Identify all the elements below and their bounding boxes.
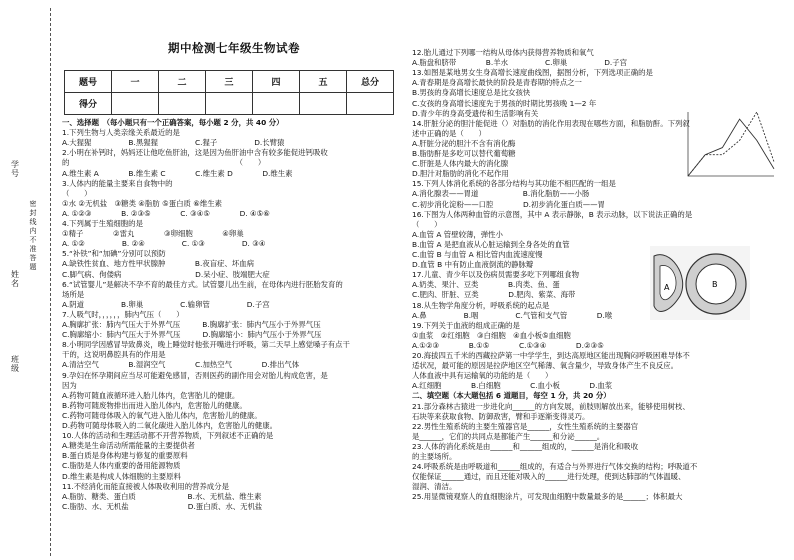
score-cell: 四: [253, 71, 300, 93]
question-line: A.胸廓扩张：肺内气压大于外界气压 B.胸廓扩张：肺内气压小于外界气压: [62, 320, 321, 329]
chart-series-line: [688, 119, 774, 176]
score-cell: [206, 93, 253, 115]
question-line: 6.“试管婴儿”是解决不孕不育的最佳方式。试管婴儿出生前，在母体内进行胚胎发育的: [62, 279, 343, 289]
question-line: 湿润、清洁。: [412, 482, 457, 492]
question-line: A.糖类是生命活动所需能量的主要提供者: [62, 441, 195, 451]
score-cell: [159, 93, 206, 115]
question-line: 仅能保证______通过，而且还能对吸入的______进行处理，使到达肺部的气体温暖、: [412, 472, 686, 482]
score-cell: [253, 93, 300, 115]
question-line: D.药物可随母体吸入的二氧化碳进入胎儿体内，危害胎儿的健康。: [62, 421, 277, 430]
score-table-header-row: [65, 71, 394, 93]
question-line: A.①②③ B.①⑤ C.①③④ D.②③⑤: [412, 340, 604, 350]
question-line: 19.下列关于血液的组成正确的是: [412, 320, 520, 330]
question-line: C.胸廓缩小：肺内气压大于外界气压 D.胸廓缩小：肺内气压小于外界气压: [62, 330, 322, 340]
question-line: A.血管 A 管壁较薄，弹性小: [412, 229, 503, 239]
question-line: C.血管 B 与血管 A 相比管内血流速度慢: [412, 250, 543, 259]
question-line: ①精子 ②雷丸 ③卵细胞 ④卵巢: [62, 229, 244, 239]
question-line: A.脂盘和脐带 B.羊水 C.卵巢 D.子宫: [412, 58, 628, 68]
question-line: 是______，它们的共同点是都能产生______和分泌______。: [412, 431, 605, 441]
question-line: 二、填空题（本大题包括 6 道题目，每空 1 分，共 20 分）: [412, 391, 611, 401]
question-line: C.肝脏是人体内最大的消化腺: [412, 159, 509, 169]
question-line: 7.人吸气时，，，，，，肺内气压（ ）: [62, 309, 184, 319]
question-line: 干的，这说明鼻腔具有的作用是: [62, 350, 166, 360]
question-line: 16.下图为人体两种血管的示意图，其中 A 表示静脉，B 表示动脉，以下说法正确的是: [412, 209, 693, 219]
question-line: C.初步消化淀粉——口腔 D.初步消化蛋白质——胃: [412, 199, 605, 209]
question-line: 一、选择题 （每小题只有一个正确答案，每小题 2 分，共 40 分）: [62, 118, 284, 127]
question-line: 3.人体内的能量主要来自食物中的: [62, 178, 173, 188]
score-table-score-row: [65, 93, 394, 115]
question-line: A.消化腺表——胃道 B.消化脂肪——小肠: [412, 189, 590, 199]
question-line: （ ）: [62, 188, 92, 198]
question-line: A. ①②③ B. ②③⑤ C. ③④⑤ D. ④⑤⑥: [62, 208, 270, 218]
question-line: A.阴道 B.卵巢 C.输卵管 D.子宫: [62, 299, 270, 309]
question-line: 12.胎儿通过下列哪一结构从母体内获得营养物质和氧气: [412, 48, 594, 57]
question-line: 11.不经消化而能直接被人体吸收利用的营养成分是: [62, 481, 229, 491]
question-line: C.脚气病、佝偻病 D.呆小症、肢端肥大症: [62, 269, 270, 279]
question-line: 的主要场所。: [412, 452, 457, 461]
question-line: D.胆汁对脂肪的消化不起作用: [412, 169, 509, 179]
question-line: A. ①② B. ②④ C. ①③ D. ③④: [62, 239, 266, 249]
question-line: B.血管 A 是把血液从心脏运输到全身各处的血管: [412, 239, 570, 249]
question-line: 1.下列生物与人类亲缘关系最近的是: [62, 128, 180, 138]
question-line: A.维生素 A B.维生素 C C.维生素 D D.维生素: [62, 168, 293, 178]
question-line: ①血浆 ②红细胞 ③白细胞 ④血小板⑤血细胞: [412, 330, 571, 340]
question-line: B.脂肪酐是多吃可以替代葡萄糖: [412, 149, 516, 158]
question-line: D.维生素是构成人体细胞的主要原料: [62, 471, 181, 481]
chart-axis-lines: [688, 112, 774, 176]
question-line: 石块等来获取食物、防御敌害，臂和手逐渐变得灵巧。: [412, 411, 590, 421]
binding-margin: [0, 0, 58, 560]
growth-curve-chart: [678, 106, 778, 188]
question-line: 因为: [62, 380, 77, 390]
question-line: 场所是: [62, 289, 85, 299]
question-line: C.脂肪、水、无机盐 D.蛋白质、水、无机盐: [62, 501, 263, 511]
question-line: 5.“补铁”和“加碘”分别可以预防: [62, 249, 166, 259]
question-line: A.缺铁性贫血、地方性甲状腺肿 B.夜盲症、坏血病: [62, 259, 255, 269]
question-line: ①水 ②无机盐 ③糖类 ④脂肪 ⑤蛋白质 ⑥维生素: [62, 198, 223, 208]
question-line: 25.用显微镜观察人的血细胞涂片，可发现血细胞中数量最多的是______；体积最大: [412, 492, 683, 502]
question-line: 适状况，最可能的原因是拉萨地区空气稀薄、氧含量少，导致身体产生不良反应。: [412, 361, 679, 371]
question-line: 14.肝脏分泌的胆汁能促进（）对脂肪的消化作用表现在哪些方面，和脂肪酐。下列叙: [412, 118, 690, 128]
seal-line: [50, 8, 51, 556]
question-line: C.肥肉、肝脏、豆类 D.肥肉、紫菜、海带: [412, 290, 576, 300]
question-line: 17.儿童、青少年以及伤病员需要多吃下列哪组食物: [412, 270, 579, 280]
figure-label-a: A: [664, 283, 670, 292]
score-cell: 三: [206, 71, 253, 93]
score-cell: 题号: [65, 71, 112, 93]
question-line: 4.下列属于生殖细胞的是: [62, 219, 143, 228]
question-line: 20.海拔四五千米的西藏拉萨第一中学学生，到达高原地区能出现胸闷呼吸困难导体不: [412, 351, 690, 360]
question-line: 18.从生物学角度分析，呼吸系统的起点是: [412, 300, 550, 310]
chart-series-line: [688, 112, 774, 176]
score-cell: 得分: [65, 93, 112, 115]
score-cell: [300, 93, 347, 115]
question-line: A.清洁空气 B.湿润空气 C.加热空气 D.排出气体: [62, 360, 300, 370]
question-line: 22.男性生殖系统的主要生殖器官是______，女性生殖系统的主要器官: [412, 421, 639, 431]
question-line: B.药物可随废物排出而进入胎儿体内，危害胎儿的健康。: [62, 400, 247, 410]
question-line: A.鼻 B.咽 C.气管和支气管 D.喉: [412, 310, 613, 320]
margin-label-seal: 密 封 线 内 不 准 答 题: [29, 200, 37, 271]
chart-lines: [688, 112, 774, 176]
margin-label-number: 学号: [11, 160, 19, 178]
question-line: D.血管 B 中有防止血液倒流的静脉瓣: [412, 260, 534, 270]
question-line: 23.人体的消化系统是由______和______组成的，______是消化和吸收: [412, 441, 639, 451]
question-line: 的 （ ）: [62, 158, 266, 168]
question-line: 人体血液中具有运输氧的功能的是（ ）: [412, 371, 553, 381]
score-cell: [347, 93, 394, 115]
question-line: 24.呼吸系统是由呼吸道和______组成的，有适合与外界进行气体交换的结构；呼吸道不: [412, 462, 698, 472]
question-line: （ ）: [412, 219, 442, 229]
exam-title: 期中检测七年级生物试卷: [168, 41, 300, 55]
question-line: A.肝脏分泌的胆汁不含有消化酶: [412, 138, 516, 148]
blood-vessel-figure: [650, 246, 750, 320]
question-line: 15.下列人体消化系统的各部分结构与其功能不相匹配的一组是: [412, 179, 616, 189]
question-line: A.脂肪、糖类、蛋白质 B.水、无机盐、维生素: [62, 491, 262, 501]
question-line: A.青春期是身高增长最快的阶段是青春期的特点之一: [412, 78, 582, 88]
question-line: A.大猩猩 B.黑猩猩 C.猩子 D.长臂猿: [62, 138, 285, 148]
margin-label-name: 姓名: [11, 270, 19, 288]
score-table: [64, 70, 394, 115]
question-line: C.女孩的身高增长速度先于男孩的时期比男孩晚 1—2 年: [412, 98, 597, 108]
score-cell: 五: [300, 71, 347, 93]
question-line: A.红细胞 B.白细胞 C.血小板 D.血浆: [412, 381, 613, 391]
question-line: 8.小明同学因感冒导致鼻炎，晚上睡觉时他张开嘴进行呼吸，第二天早上感觉嗓子有点干: [62, 340, 350, 350]
question-line: C.脂肪是人体内重要的备用能源物质: [62, 461, 181, 471]
question-line: A.药物可随血液循环进入胎儿体内，危害胎儿的健康。: [62, 390, 240, 400]
question-line: B.蛋白质是身体构建与修复的重要原料: [62, 451, 188, 461]
question-line: 21.部分森林古猿进一步进化向______的方向发展，前肢则解放出来，能够使用树枝、: [412, 401, 690, 411]
question-line: A.奶类、果汁、豆类 B.肉类、鱼、蛋: [412, 280, 560, 290]
score-cell: 二: [159, 71, 206, 93]
question-line: B.男孩的身高增长速度总是比女孩快: [412, 88, 531, 98]
question-line: 述中正确的是（ ）: [412, 128, 486, 138]
figure-label-b: B: [712, 280, 718, 289]
margin-label-class: 班级: [11, 355, 19, 373]
question-line: D.青少年的身高受遗传和生活影响有关: [412, 108, 539, 118]
question-line: C.药物可随母体吸入的氧气进入胎儿体内，危害胎儿的健康。: [62, 410, 262, 420]
score-cell: [112, 93, 159, 115]
question-line: 10.人体的活动和生理活动都不开营养物质，下列叙述不正确的是: [62, 431, 274, 441]
question-line: 9.孕妇在怀孕期间应当尽可能避免感冒，否则医药的副作用会对胎儿构成危害，是: [62, 370, 328, 380]
question-line: 2.小明在补钙时，妈妈还让他吃鱼肝油，这是因为鱼肝油中含有较多能促进钙吸收: [62, 148, 328, 158]
score-cell: 总分: [347, 71, 394, 93]
score-cell: 一: [112, 71, 159, 93]
chart-axes: [688, 112, 774, 176]
question-line: 13.如图是某地男女生身高增长速度曲线图，据图分析，下列选项正确的是: [412, 68, 653, 78]
